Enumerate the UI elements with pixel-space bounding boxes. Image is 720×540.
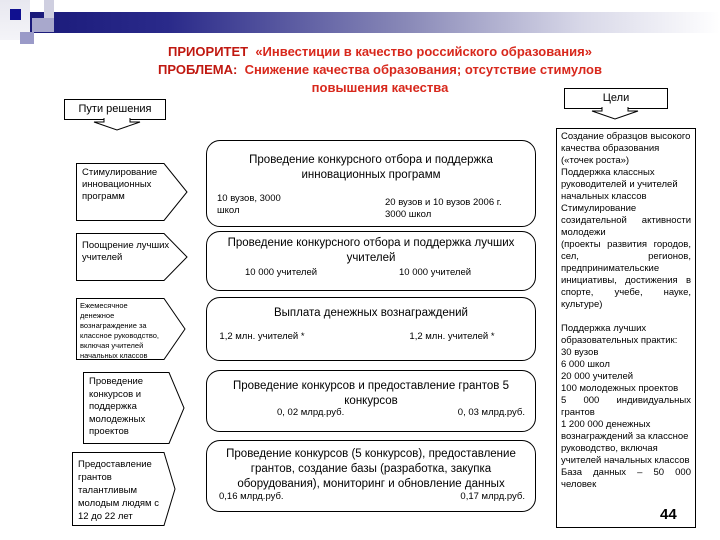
goal-item: 1 200 000 денежных вознаграждений за классное руководство, включая учителей начальных классов xyxy=(561,419,690,466)
goal-item: Поддержка лучших образовательных практик: xyxy=(561,323,678,346)
arrow-down-icon xyxy=(590,107,640,121)
solution-item-youth-projects: Проведение конкурсов и поддержка молодежных проектов xyxy=(83,372,185,444)
goal-item: 5 000 индивидуальных грантов xyxy=(561,395,691,418)
title-priority: ПРИОРИТЕТ «Инвестиции в качество российского образования» xyxy=(168,44,592,59)
deco-square xyxy=(32,18,54,32)
measure-grants: Проведение конкурсов (5 конкурсов), предоставление грантов, создание базы (разработка, закупка оборудования), мониторинг и обновление данных 0,16 млрд.руб. 0,17 млрд.руб. xyxy=(206,440,536,512)
goals-list xyxy=(556,128,696,528)
goal-item: Создание образцов высокого качества образования («точек роста») xyxy=(561,131,691,166)
page-number: 44 xyxy=(660,506,677,523)
goal-item: 6 000 школ xyxy=(561,359,610,370)
goal-item: 20 000 учителей xyxy=(561,371,634,382)
goal-item: (проекты развития городов, сел, регионов, предпринимательские инициативы, достижения в спорте, учебе, науке, культуре) xyxy=(561,239,691,310)
arrow-down-icon xyxy=(92,118,142,132)
goal-item: 100 молодежных проектов xyxy=(561,383,679,394)
goal-item: Поддержка классных руководителей и учителей начальных классов xyxy=(561,167,678,202)
goal-item: База данных – 50 000 человек xyxy=(561,467,691,490)
deco-square xyxy=(10,9,21,20)
measure-youth-projects: Проведение конкурсов и предоставление грантов 5 конкурсов 0, 02 млрд.руб. 0, 03 млрд.руб. xyxy=(206,370,536,432)
goal-spacer xyxy=(561,311,691,323)
goal-item: Стимулирование созидательной активности молодежи xyxy=(561,203,691,238)
goal-item: 30 вузов xyxy=(561,347,599,358)
deco-bar xyxy=(30,12,720,33)
title-problem: ПРОБЛЕМА: Снижение качества образования; отсутствие стимулов xyxy=(158,62,602,77)
measure-innovation: Проведение конкурсного отбора и поддержка инновационных программ 10 вузов, 3000 школ 20 вузов и 10 вузов 2006 г. 3000 школ xyxy=(206,140,536,227)
title-problem-cont: повышения качества xyxy=(311,80,449,95)
measure-teachers: Проведение конкурсного отбора и поддержка лучших учителей 10 000 учителей 10 000 учителей xyxy=(206,231,536,291)
solution-item-grants: Предоставление грантов талантливым молодым людям с 12 до 22 лет xyxy=(72,452,176,526)
solution-item-teachers: Поощрение лучших учителей xyxy=(76,233,188,281)
solution-item-innovation: Стимулирование инновационных программ xyxy=(76,163,188,221)
solution-item-payments: Ежемесячное денежное вознаграждение за классное руководство, включая учителей начальных классов xyxy=(76,298,186,360)
measure-payments: Выплата денежных вознаграждений 1,2 млн. учителей * 1,2 млн. учителей * xyxy=(206,297,536,361)
solutions-header: Пути решения xyxy=(64,99,166,120)
goals-header: Цели xyxy=(564,88,668,109)
